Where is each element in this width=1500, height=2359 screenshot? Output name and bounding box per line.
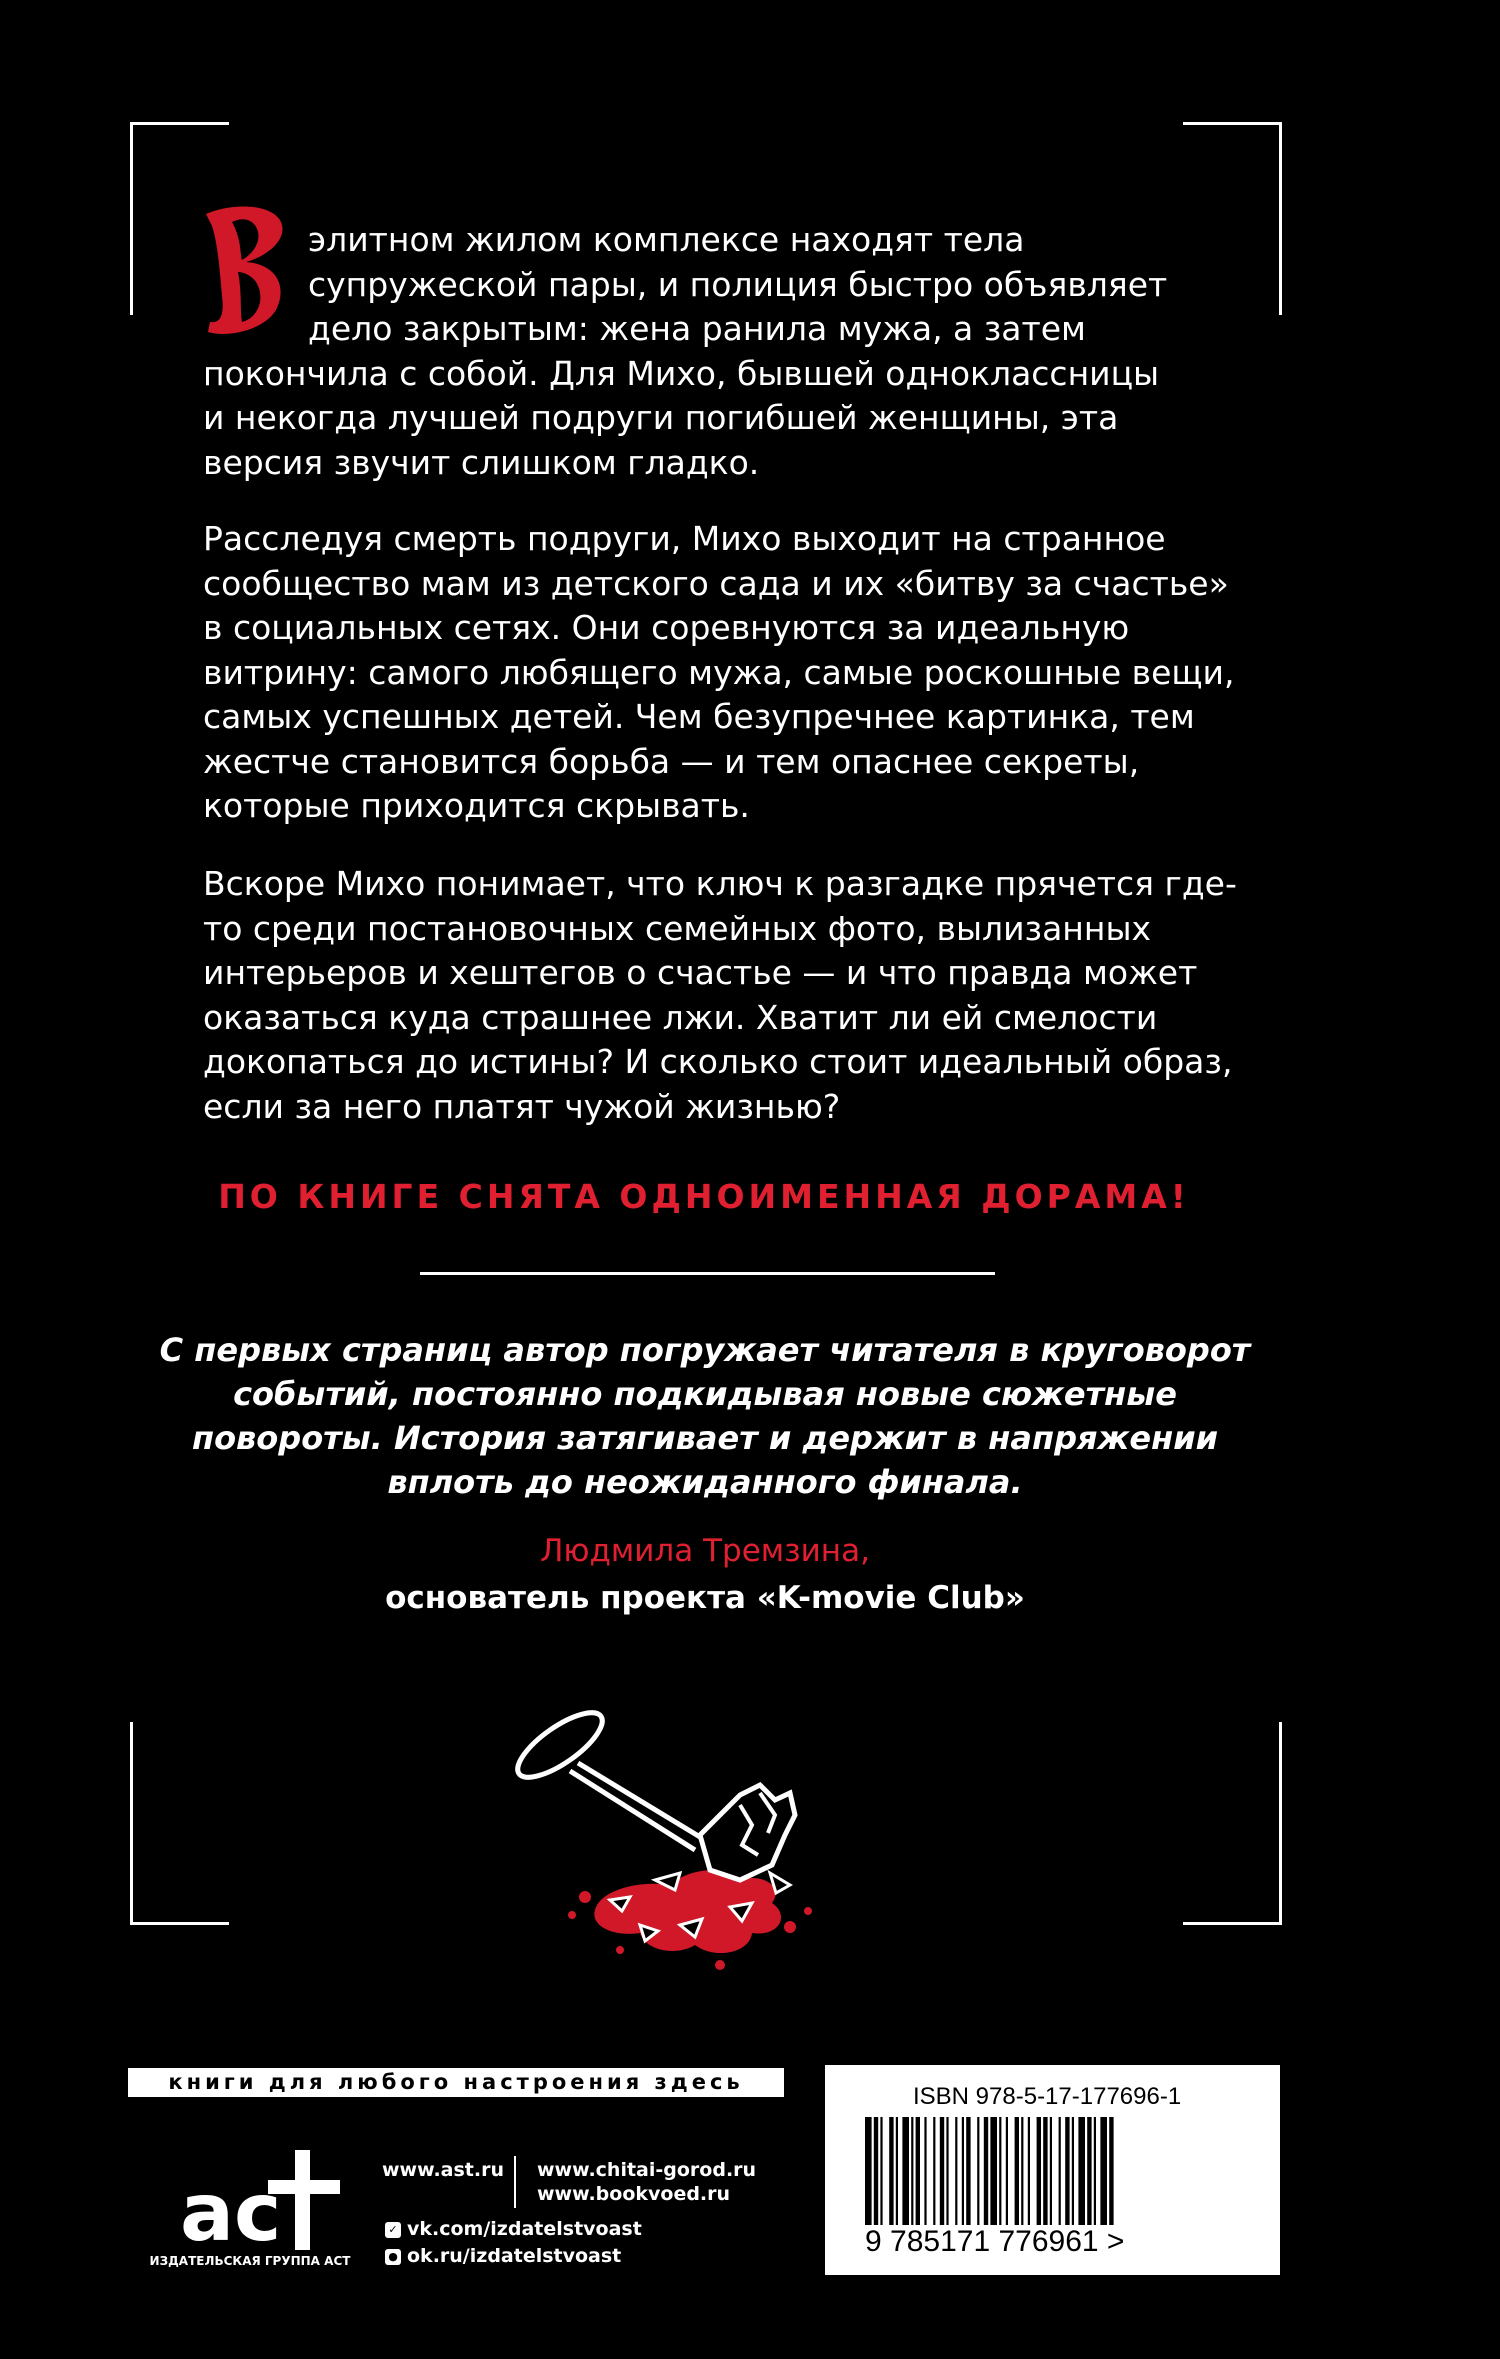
barcode-bar	[1078, 2117, 1085, 2225]
barcode-bar	[977, 2117, 979, 2225]
quote-author: Людмила Тремзина,	[540, 1533, 870, 1569]
divider	[420, 1272, 995, 1275]
barcode-bar	[1109, 2117, 1113, 2225]
vk-icon: ✓	[385, 2222, 401, 2238]
barcode-bar	[990, 2117, 997, 2225]
barcode-bar	[946, 2117, 948, 2225]
link-chitai-gorod[interactable]: www.chitai-gorod.ru	[537, 2159, 757, 2181]
link-bookvoed[interactable]: www.bookvoed.ru	[537, 2183, 731, 2205]
barcode-bar	[911, 2117, 913, 2225]
barcode-bar	[1094, 2117, 1096, 2225]
frame-corner-bottom-left	[130, 1722, 229, 1925]
link-ast[interactable]: www.ast.ru	[382, 2159, 504, 2181]
barcode-bar	[1072, 2117, 1074, 2225]
promo-headline: ПО КНИГЕ СНЯТА ОДНОИМЕННАЯ ДОРАМА!	[218, 1177, 1190, 1216]
publisher-caption: ИЗДАТЕЛЬСКАЯ ГРУППА АСТ	[149, 2254, 351, 2268]
barcode-bar	[1050, 2117, 1052, 2225]
barcode-bar	[1065, 2117, 1069, 2225]
barcode-bar	[1006, 2117, 1008, 2225]
barcode-bar	[916, 2117, 920, 2225]
body-paragraph-2: Расследуя смерть подруги, Михо выходит на странное сообщество мам из детского сада и их «битву за счастье» в социальных сетях. Они соревнуются за идеальную витрину: самого любящего мужа, самые роскошные вещи, самых успешных детей. Чем безупречнее картинка, тем жестче становится борьба — и тем опаснее секреты, которые приходится скрывать.	[203, 519, 1235, 825]
links-column-2	[537, 2158, 756, 2206]
barcode-bar	[889, 2117, 893, 2225]
intro-line-4: покончила с собой. Для Михо, бывшей одноклассницы	[203, 353, 1160, 393]
barcode-bar	[966, 2117, 970, 2225]
barcode-bar	[1037, 2117, 1041, 2225]
barcode-digits: 9 785171 776961 >	[865, 2225, 1125, 2258]
quote-author-role: основатель проекта «K-movie Club»	[385, 1580, 1025, 1616]
broken-wine-glass-icon	[490, 1675, 910, 1975]
publisher-logo	[150, 2130, 365, 2270]
tagline-banner: книги для любого настроения здесь	[128, 2068, 784, 2097]
intro-line-6: версия звучит слишком гладко.	[203, 442, 760, 482]
links-separator	[514, 2156, 516, 2208]
barcode	[865, 2117, 1255, 2225]
frame-corner-bottom-right	[1183, 1722, 1282, 1925]
barcode-bar	[955, 2117, 957, 2225]
intro-line-3: дело закрытым: жена ранила мужа, а затем	[308, 309, 1086, 348]
isbn-label: ISBN 978-5-17-177696-1	[913, 2083, 1182, 2110]
intro-paragraph	[203, 218, 1243, 485]
barcode-bar	[1059, 2117, 1061, 2225]
svg-text:ac: ac	[180, 2166, 282, 2259]
ok-icon: ●	[385, 2249, 401, 2265]
social-links	[385, 2216, 642, 2270]
barcode-bar	[874, 2117, 878, 2225]
intro-line-2: супружеской пары, и полиция быстро объявляет	[308, 264, 1168, 304]
intro-line-1: элитном жилом комплексе находят тела	[308, 220, 1025, 259]
social-vk[interactable]	[385, 2216, 642, 2243]
social-ok-label: ok.ru/izdatelstvoast	[407, 2245, 622, 2267]
body-paragraph-3: Вскоре Михо понимает, что ключ к разгадке прячется где-то среди постановочных семейных фото, вылизанных интерьеров и хештегов о счастье — и что правда может оказаться куда страшнее лжи. Хватит ли ей смелости докопаться до истины? И сколько стоит идеальный образ, если за него платят чужой жизнью?	[203, 864, 1237, 1126]
barcode-bar	[1043, 2117, 1047, 2225]
barcode-bar	[1021, 2117, 1023, 2225]
review-quote: С первых страниц автор погружает читателя в круговорот событий, постоянно подкидывая новые сюжетные повороты. История затягивает и держит в напряжении вплоть до неожиданного финала.	[159, 1331, 1251, 1501]
barcode-bar	[1015, 2117, 1019, 2225]
intro-line-5: и некогда лучшей подруги погибшей женщины, эта	[203, 398, 1119, 437]
barcode-bar	[962, 2117, 964, 2225]
barcode-bar	[865, 2117, 872, 2225]
barcode-panel	[825, 2065, 1280, 2275]
barcode-bar	[999, 2117, 1001, 2225]
barcode-bar	[1028, 2117, 1030, 2225]
barcode-bar	[896, 2117, 898, 2225]
barcode-bar	[1087, 2117, 1091, 2225]
barcode-bar	[1100, 2117, 1107, 2225]
barcode-bar	[924, 2117, 926, 2225]
barcode-bar	[933, 2117, 935, 2225]
social-vk-label: vk.com/izdatelstvoast	[407, 2218, 642, 2240]
barcode-bar	[880, 2117, 882, 2225]
social-ok[interactable]	[385, 2243, 642, 2270]
barcode-bar	[940, 2117, 944, 2225]
barcode-bar	[902, 2117, 909, 2225]
barcode-bar	[984, 2117, 988, 2225]
